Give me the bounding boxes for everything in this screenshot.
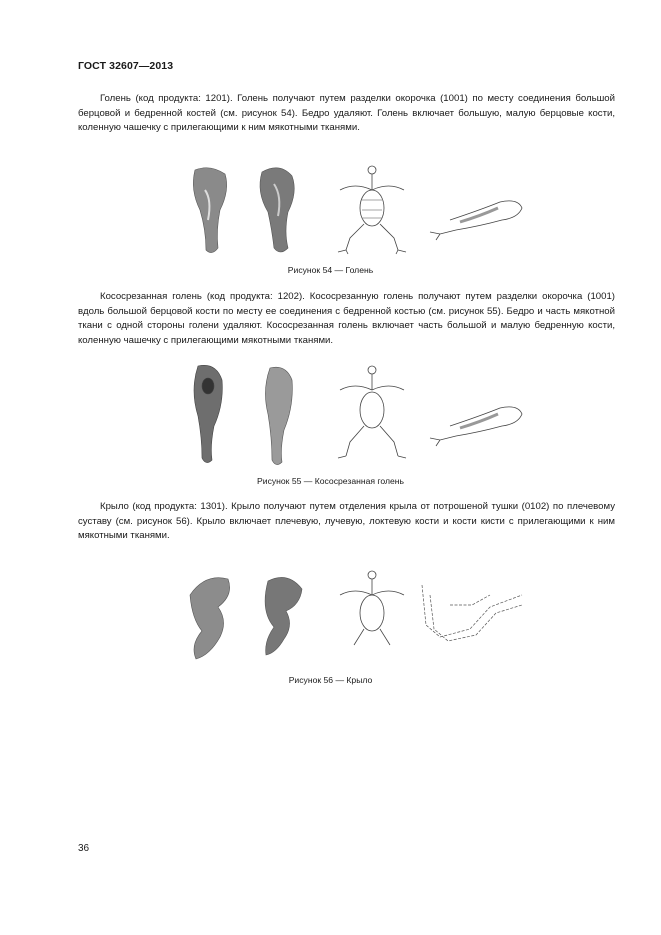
skeleton-diagram-56 bbox=[340, 571, 404, 645]
wing-photo-front bbox=[190, 578, 230, 659]
figure-55-illustration bbox=[150, 360, 530, 470]
page-number: 36 bbox=[78, 843, 90, 854]
paragraph-oblique-drumstick: Кососрезанная голень (код продукта: 1202). Кососрезанную голень получают путем разделки окорочка (1001) вдоль большой берцовой кости по месту ее соединения с бедренной костью (см. рисунок 55). Бедро и часть мякотной ткани с одной стороны голени удаляют. Кососрезанная голень включает часть большой и малую бедренную кости, коленную чашечку с прилегающими мякотными тканями. bbox=[78, 291, 615, 346]
figure-56-caption: Рисунок 56 — Крыло bbox=[288, 675, 373, 685]
figure-54-illustration bbox=[150, 160, 530, 260]
figure-55-caption: Рисунок 55 — Кососрезанная голень bbox=[257, 476, 404, 486]
drumstick-photo-front bbox=[193, 168, 226, 253]
wing-photo-back bbox=[265, 577, 302, 655]
paragraph-wing: Крыло (код продукта: 1301). Крыло получают путем отделения крыла от потрошеной тушки (0102) по плечевому суставу (см. рисунок 56). Крыло включает плечевую, лучевую, локтевую кости и кости кисти с прилегающими к ним мякотными тканями. bbox=[78, 501, 615, 542]
skeleton-diagram bbox=[338, 166, 406, 254]
figure-55 bbox=[150, 360, 530, 480]
leg-bones-diagram-55 bbox=[430, 407, 522, 446]
wing-bones-diagram bbox=[422, 585, 522, 641]
paragraph-drumstick: Голень (код продукта: 1201). Голень получают путем разделки окорочка (1001) по месту соединения большой берцовой и бедренной костей (см. рисунок 54). Бедро удаляют. Голень включает большую, малую берцовые кости, коленную чашечку с прилегающими к ним мякотными тканями. bbox=[78, 93, 615, 134]
document-header: ГОСТ 32607—2013 bbox=[78, 60, 174, 72]
figure-54-caption: Рисунок 54 — Голень bbox=[287, 265, 374, 275]
oblique-drumstick-photo-back bbox=[265, 367, 292, 464]
figure-56 bbox=[150, 565, 530, 685]
skeleton-diagram-55 bbox=[338, 366, 406, 458]
leg-bones-diagram bbox=[430, 201, 522, 240]
drumstick-photo-back bbox=[260, 168, 294, 252]
oblique-drumstick-photo-front bbox=[194, 365, 222, 462]
figure-54 bbox=[150, 160, 530, 280]
figure-56-illustration bbox=[150, 565, 530, 665]
